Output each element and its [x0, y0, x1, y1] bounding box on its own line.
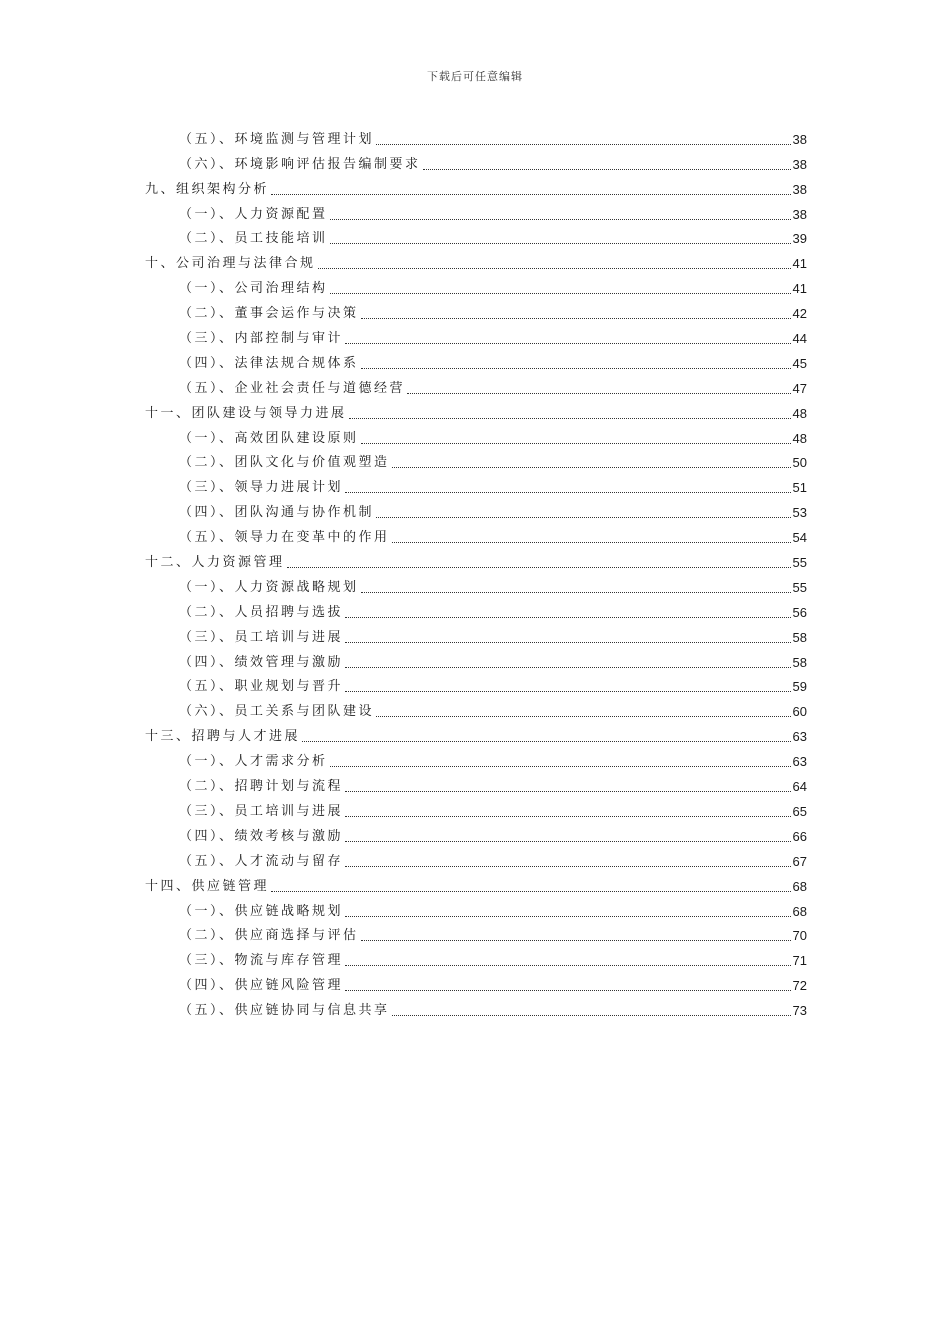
toc-entry-label: 十三、招聘与人才进展 [145, 729, 301, 745]
toc-entry-label: （一）、人力资源战略规划 [179, 579, 359, 595]
toc-section-entry[interactable] [145, 523, 807, 548]
toc-dot-leader [361, 368, 791, 369]
toc-entry-label: （二）、人员招聘与选拔 [179, 604, 344, 620]
toc-section-entry[interactable] [145, 772, 807, 797]
toc-page-number: 44 [792, 331, 807, 347]
toc-page-number: 58 [792, 654, 807, 670]
toc-entry-label: （五）、环境监测与管理计划 [179, 131, 375, 147]
toc-section-entry[interactable] [145, 897, 807, 922]
toc-dot-leader [361, 443, 791, 444]
toc-page-number: 58 [792, 629, 807, 645]
toc-page-number: 38 [792, 181, 807, 197]
toc-section-entry[interactable] [145, 922, 807, 947]
toc-dot-leader [330, 219, 791, 220]
toc-page-number: 48 [792, 430, 807, 446]
toc-chapter-entry[interactable] [145, 175, 807, 200]
toc-entry-label: （六）、员工关系与团队建设 [179, 704, 375, 720]
toc-page-number: 63 [792, 754, 807, 770]
toc-section-entry[interactable] [145, 946, 807, 971]
toc-entry-label: （五）、供应链协同与信息共享 [179, 1003, 390, 1019]
toc-dot-leader [345, 492, 791, 493]
toc-dot-leader [345, 990, 791, 991]
toc-page-number: 50 [792, 455, 807, 471]
toc-dot-leader [392, 467, 791, 468]
toc-section-entry[interactable] [145, 473, 807, 498]
toc-entry-label: 十二、人力资源管理 [145, 555, 285, 571]
toc-entry-label: （六）、环境影响评估报告编制要求 [179, 156, 421, 172]
toc-section-entry[interactable] [145, 200, 807, 225]
toc-dot-leader [392, 542, 791, 543]
toc-entry-label: （一）、高效团队建设原则 [179, 430, 359, 446]
toc-entry-label: （一）、公司治理结构 [179, 281, 328, 297]
toc-entry-label: （三）、领导力进展计划 [179, 480, 344, 496]
toc-page-number: 53 [792, 505, 807, 521]
toc-entry-label: （二）、供应商选择与评估 [179, 928, 359, 944]
toc-page-number: 68 [792, 903, 807, 919]
toc-dot-leader [345, 343, 791, 344]
toc-entry-label: （二）、员工技能培训 [179, 231, 328, 247]
toc-dot-leader [345, 916, 791, 917]
toc-page-number: 38 [792, 206, 807, 222]
toc-section-entry[interactable] [145, 747, 807, 772]
toc-dot-leader [287, 567, 791, 568]
toc-section-entry[interactable] [145, 996, 807, 1021]
toc-section-entry[interactable] [145, 623, 807, 648]
toc-entry-label: （三）、内部控制与审计 [179, 331, 344, 347]
toc-page-number: 72 [792, 978, 807, 994]
toc-page-number: 55 [792, 579, 807, 595]
toc-dot-leader [318, 268, 791, 269]
toc-page-number: 70 [792, 928, 807, 944]
toc-page-number: 51 [792, 480, 807, 496]
toc-entry-label: （四）、供应链风险管理 [179, 978, 344, 994]
toc-dot-leader [330, 293, 791, 294]
toc-entry-label: （三）、物流与库存管理 [179, 953, 344, 969]
toc-page-number: 38 [792, 131, 807, 147]
toc-dot-leader [330, 766, 791, 767]
toc-entry-label: 十四、供应链管理 [145, 878, 270, 894]
toc-page-number: 63 [792, 729, 807, 745]
toc-section-entry[interactable] [145, 324, 807, 349]
toc-section-entry[interactable] [145, 573, 807, 598]
toc-section-entry[interactable] [145, 971, 807, 996]
toc-entry-label: （五）、职业规划与晋升 [179, 679, 344, 695]
toc-page-number: 64 [792, 779, 807, 795]
toc-dot-leader [345, 866, 791, 867]
toc-dot-leader [361, 318, 791, 319]
toc-page-number: 41 [792, 281, 807, 297]
toc-entry-label: 十、公司治理与法律合规 [145, 256, 316, 272]
toc-dot-leader [345, 667, 791, 668]
toc-chapter-entry[interactable] [145, 249, 807, 274]
toc-section-entry[interactable] [145, 697, 807, 722]
toc-section-entry[interactable] [145, 822, 807, 847]
toc-page-number: 55 [792, 555, 807, 571]
toc-dot-leader [345, 816, 791, 817]
toc-section-entry[interactable] [145, 673, 807, 698]
toc-page-number: 71 [792, 953, 807, 969]
toc-dot-leader [392, 1015, 791, 1016]
table-of-contents [145, 125, 807, 1021]
toc-entry-label: 九、组织架构分析 [145, 181, 270, 197]
toc-section-entry[interactable] [145, 449, 807, 474]
toc-section-entry[interactable] [145, 797, 807, 822]
toc-entry-label: （二）、董事会运作与决策 [179, 306, 359, 322]
toc-page-number: 45 [792, 355, 807, 371]
toc-entry-label: （四）、法律法规合规体系 [179, 355, 359, 371]
toc-dot-leader [376, 517, 791, 518]
toc-entry-label: （三）、员工培训与进展 [179, 629, 344, 645]
toc-page-number: 59 [792, 679, 807, 695]
toc-dot-leader [376, 716, 791, 717]
toc-entry-label: （四）、团队沟通与协作机制 [179, 505, 375, 521]
toc-page-number: 56 [792, 604, 807, 620]
toc-page-number: 60 [792, 704, 807, 720]
toc-page-number: 73 [792, 1003, 807, 1019]
toc-entry-label: （二）、团队文化与价值观塑造 [179, 455, 390, 471]
toc-section-entry[interactable] [145, 598, 807, 623]
toc-dot-leader [345, 841, 791, 842]
toc-entry-label: （三）、员工培训与进展 [179, 803, 344, 819]
toc-entry-label: （五）、企业社会责任与道德经营 [179, 380, 406, 396]
toc-section-entry[interactable] [145, 648, 807, 673]
toc-section-entry[interactable] [145, 299, 807, 324]
toc-dot-leader [407, 393, 791, 394]
toc-dot-leader [361, 940, 791, 941]
toc-entry-label: 十一、团队建设与领导力进展 [145, 405, 347, 421]
toc-dot-leader [349, 418, 791, 419]
toc-entry-label: （五）、人才流动与留存 [179, 853, 344, 869]
toc-dot-leader [345, 642, 791, 643]
toc-section-entry[interactable] [145, 498, 807, 523]
toc-page-number: 68 [792, 878, 807, 894]
toc-page-number: 48 [792, 405, 807, 421]
toc-page-number: 66 [792, 828, 807, 844]
toc-section-entry[interactable] [145, 225, 807, 250]
toc-section-entry[interactable] [145, 424, 807, 449]
toc-dot-leader [423, 169, 791, 170]
toc-entry-label: （一）、供应链战略规划 [179, 903, 344, 919]
toc-section-entry[interactable] [145, 349, 807, 374]
toc-dot-leader [330, 243, 791, 244]
toc-section-entry[interactable] [145, 847, 807, 872]
toc-chapter-entry[interactable] [145, 722, 807, 747]
toc-page-number: 41 [792, 256, 807, 272]
toc-dot-leader [361, 592, 791, 593]
toc-page-number: 54 [792, 530, 807, 546]
toc-chapter-entry[interactable] [145, 548, 807, 573]
toc-dot-leader [345, 691, 791, 692]
toc-dot-leader [302, 741, 791, 742]
toc-page-number: 65 [792, 803, 807, 819]
toc-section-entry[interactable] [145, 274, 807, 299]
toc-dot-leader [345, 791, 791, 792]
toc-dot-leader [271, 194, 791, 195]
toc-dot-leader [271, 891, 791, 892]
toc-entry-label: （四）、绩效考核与激励 [179, 828, 344, 844]
toc-chapter-entry[interactable] [145, 872, 807, 897]
toc-page-number: 67 [792, 853, 807, 869]
toc-entry-label: （五）、领导力在变革中的作用 [179, 530, 390, 546]
toc-section-entry[interactable] [145, 150, 807, 175]
toc-page-number: 47 [792, 380, 807, 396]
toc-entry-label: （四）、绩效管理与激励 [179, 654, 344, 670]
toc-chapter-entry[interactable] [145, 399, 807, 424]
page-header: 下载后可任意编辑 [427, 70, 523, 83]
toc-entry-label: （一）、人才需求分析 [179, 754, 328, 770]
toc-page-number: 38 [792, 156, 807, 172]
toc-dot-leader [345, 965, 791, 966]
toc-entry-label: （一）、人力资源配置 [179, 206, 328, 222]
toc-section-entry[interactable] [145, 125, 807, 150]
toc-section-entry[interactable] [145, 374, 807, 399]
toc-entry-label: （二）、招聘计划与流程 [179, 779, 344, 795]
toc-dot-leader [376, 144, 791, 145]
toc-page-number: 39 [792, 231, 807, 247]
toc-page-number: 42 [792, 306, 807, 322]
toc-dot-leader [345, 617, 791, 618]
